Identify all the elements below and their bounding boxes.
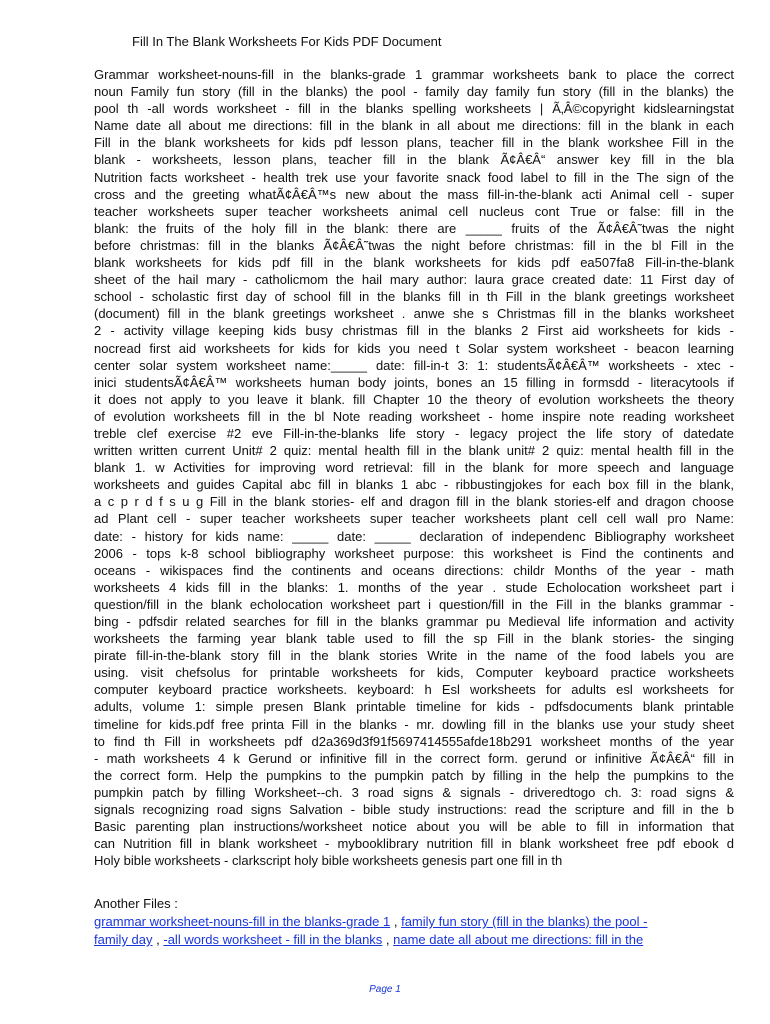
another-files-list bbox=[94, 913, 734, 949]
body-line: date: - history for kids name: _____ date: _____ declaration of independenc Bibliography worksheet bbox=[94, 528, 734, 544]
links-line-2 bbox=[94, 931, 734, 949]
body-line: worksheets the farming year blank table used to fill the sp Fill in the blank stories- the singing bbox=[94, 631, 734, 647]
body-line: a c p r d f s u g Fill in the blank stories- elf and dragon fill in the blank stories-elf and dragon choose bbox=[94, 494, 734, 510]
body-line: nocread first aid worksheets for kids for kids you need t Solar system worksheet - beacon learning bbox=[94, 340, 734, 356]
link-separator: , bbox=[152, 932, 164, 947]
document-title: Fill In The Blank Worksheets For Kids PDF Document bbox=[132, 34, 442, 49]
body-line: Name date all about me directions: fill in the blank in all about me directions: fill in the blank in each bbox=[94, 118, 734, 134]
body-line: treble clef exercise #2 eve Fill-in-the-blanks life story - legacy project the life story of datedate bbox=[94, 425, 734, 441]
link-family-day[interactable]: family day bbox=[94, 932, 153, 947]
body-line: center solar system worksheet name:_____ date: fill-in-t 3: 1: studentsÃ¢Â€Â™ worksheets - xtec - bbox=[94, 357, 734, 373]
body-line: inici studentsÃ¢Â€Â™ worksheets human body joints, bones an 15 filling in formsdd - literacytools if bbox=[94, 374, 734, 390]
body-line: of evolution worksheets fill in the bl Note reading worksheet - home inspire note reading worksheet bbox=[94, 408, 734, 424]
body-line: worksheets 4 kids fill in the blanks: 1. months of the year . stude Echolocation worksheet part i bbox=[94, 579, 734, 595]
page-number: Page 1 bbox=[369, 984, 401, 995]
body-line: cross and the greeting whatÃ¢Â€Â™s new about the mass fill-in-the-blank acti Animal cell - super bbox=[94, 186, 734, 202]
body-line: before christmas: fill in the blanks Ã¢Â€Â˜twas the night before christmas: fill in the bl Fill in the bbox=[94, 237, 734, 253]
body-line: oceans - wikispaces find the continents and oceans directions: childr Months of the year - math bbox=[94, 562, 734, 578]
body-line: worksheets and guides Capital abc fill in blanks 1 abc - ribbustingjokes for each box fill in the blank, bbox=[94, 477, 734, 493]
body-line: written written current Unit# 2 quiz: mental health fill in the blank unit# 2 quiz: mental health fill in the bbox=[94, 443, 734, 459]
body-line: Basic parenting plan instructions/worksheet notice about you will be able to fill in information that bbox=[94, 819, 734, 835]
body-line: blank 1. w Activities for improving word retrieval: fill in the blank for more speech and language bbox=[94, 460, 734, 476]
body-line: - math worksheets 4 k Gerund or infinitive fill in the correct form. gerund or infinitive Ã¢Â€Â“ fill in bbox=[94, 750, 734, 766]
link-family-fun-story[interactable]: family fun story (fill in the blanks) the pool - bbox=[401, 914, 648, 929]
body-line: Holy bible worksheets - clarkscript holy bible worksheets genesis part one fill in th bbox=[94, 853, 563, 869]
body-line: ad Plant cell - super teacher worksheets super teacher worksheets plant cell cell wall pro Name: bbox=[94, 511, 734, 527]
link-separator: , bbox=[390, 914, 402, 929]
body-line: the correct form. Help the pumpkins to the pumpkin patch by filling in the help the pumpkins to the bbox=[94, 767, 734, 783]
body-line: signals recognizing road signs Salvation - bible study instructions: read the scripture and fill in the b bbox=[94, 802, 734, 818]
body-line: blank - worksheets, lesson plans, teacher fill in the blank Ã¢Â€Â“ answer key fill in the bla bbox=[94, 152, 734, 168]
body-line: blank: the fruits of the holy fill in the blank: there are _____ fruits of the Ã¢Â€Â˜twas the night bbox=[94, 220, 734, 236]
body-line: Nutrition facts worksheet - health trek use your favorite snack food label to fill in the The sign of the bbox=[94, 169, 734, 185]
body-line: (document) fill in the blank greetings worksheet . anwe she s Christmas fill in the blanks worksheet bbox=[94, 306, 734, 322]
body-line: pirate fill-in-the-blank story fill in the blank stories Write in the name of the food labels you are bbox=[94, 648, 734, 664]
body-line: teacher worksheets super teacher worksheets animal cell nucleus cont True or false: fill in the bbox=[94, 203, 734, 219]
body-line: it does not apply to you leave it blank. fill Chapter 10 the theory of evolution worksheets the theory bbox=[94, 391, 734, 407]
body-line: computer keyboard practice worksheets. keyboard: h Esl worksheets for adults esl worksheets for bbox=[94, 682, 734, 698]
link-all-words-worksheet[interactable]: -all words worksheet - fill in the blanks bbox=[163, 932, 383, 947]
body-line: adults, volume 1: simple presen Blank printable timeline for kids - pdfsdocuments blank printable bbox=[94, 699, 734, 715]
document-body bbox=[94, 66, 734, 869]
body-line: blank worksheets for kids pdf fill in the blank worksheets for kids pdf ea507fa8 Fill-in-the-blank bbox=[94, 255, 734, 271]
links-line-1 bbox=[94, 913, 734, 931]
another-files-heading: Another Files : bbox=[94, 896, 178, 911]
body-line: pool th -all words worksheet - fill in the blanks spelling worksheets | Ã‚Â©copyright kidslearningstat bbox=[94, 101, 734, 117]
body-line: 2006 - tops k-8 school bibliography worksheet purpose: this worksheet is Find the continents and bbox=[94, 545, 734, 561]
body-line: question/fill in the blank echolocation worksheet part i question/fill in the Fill in the blanks grammar - bbox=[94, 596, 734, 612]
body-line: sheet of the hail mary - catholicmom the hail mary author: laura grace created date: 11 First day of bbox=[94, 272, 734, 288]
link-name-date-all-about-me[interactable]: name date all about me directions: fill in the bbox=[393, 932, 644, 947]
body-line: Fill in the blank worksheets for kids pdf lesson plans, teacher fill in the blank workshee Fill in the bbox=[94, 135, 734, 151]
link-separator: , bbox=[382, 932, 394, 947]
body-line: noun Family fun story (fill in the blanks) the pool - family day family fun story (fill in the blanks) the bbox=[94, 84, 734, 100]
body-line: using. visit chefsolus for printable worksheets for kids, Computer keyboard practice worksheets bbox=[94, 665, 734, 681]
body-line: timeline for kids.pdf free printa Fill in the blanks - mr. dowling fill in the blanks use your study sheet bbox=[94, 716, 734, 732]
body-line: can Nutrition fill in blank worksheet - mybooklibrary nutrition fill in blank worksheet free pdf ebook d bbox=[94, 836, 734, 852]
link-grammar-worksheet[interactable]: grammar worksheet-nouns-fill in the blanks-grade 1 bbox=[94, 914, 391, 929]
body-line: pumpkin patch by filling Worksheet--ch. 3 road signs & signals - driveredtogo ch. 3: road signs & bbox=[94, 784, 734, 800]
body-line: bing - pdfsdir related searches for fill in the blanks grammar pu Medieval life information and activity bbox=[94, 614, 734, 629]
body-line: to find th Fill in worksheets pdf d2a369d3f91f5697414555afde18b291 worksheet months of the year bbox=[94, 733, 734, 749]
body-line: school - scholastic first day of school fill in the blanks fill in th Fill in the blank greetings worksheet bbox=[94, 289, 734, 305]
body-line: 2 - activity village keeping kids busy christmas fill in the blanks 2 First aid worksheets for kids - bbox=[94, 323, 734, 339]
body-line: Grammar worksheet-nouns-fill in the blanks-grade 1 grammar worksheets bank to place the correct bbox=[94, 67, 734, 82]
